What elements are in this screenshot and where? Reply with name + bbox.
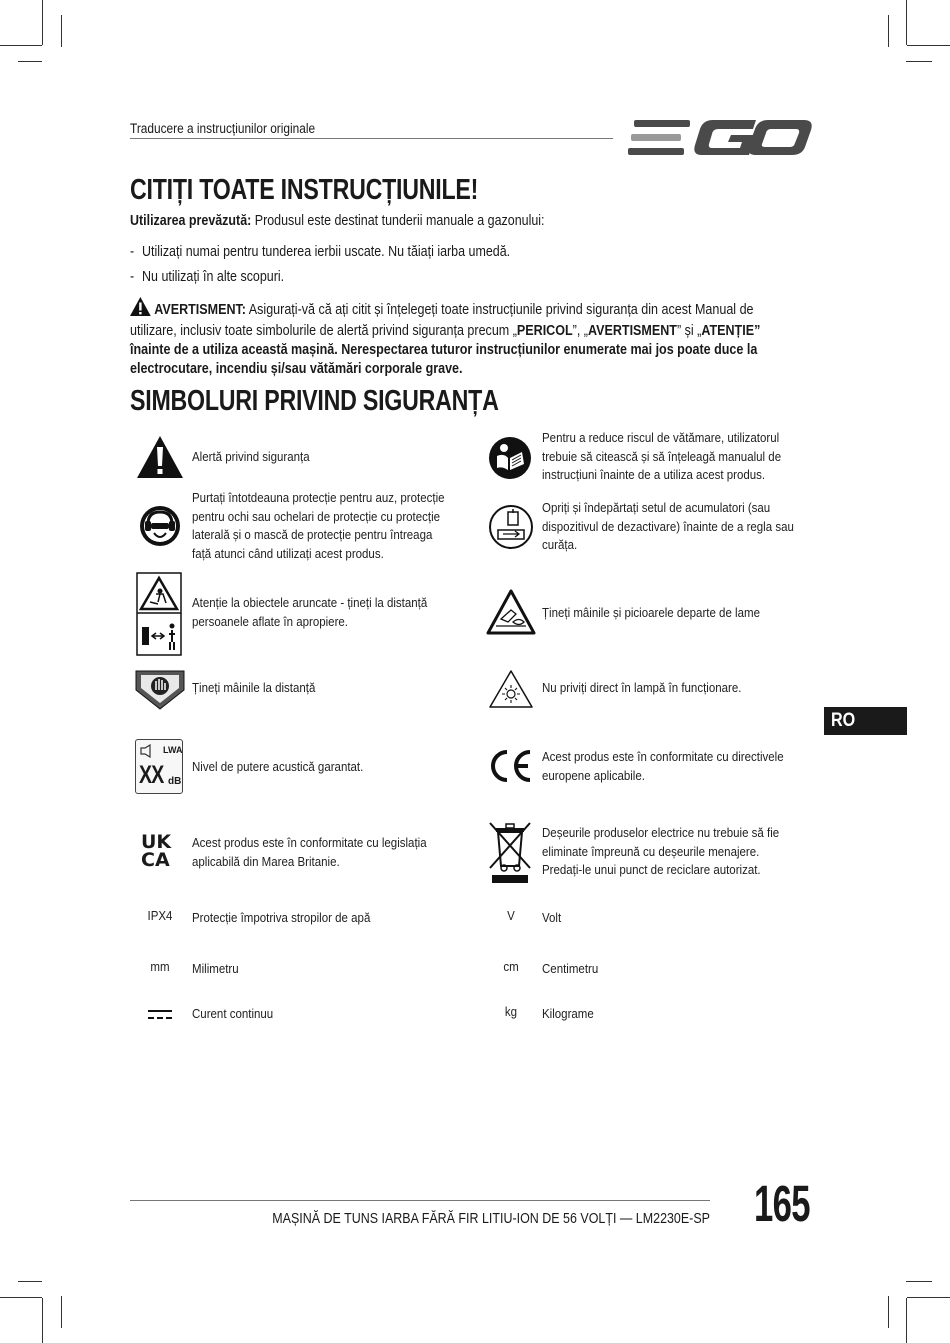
speaker-icon xyxy=(140,744,156,758)
header-label: Traducere a instrucțiunilor originale xyxy=(130,121,316,136)
warning-paragraph: AVERTISMENT: Asigurați-vă că ați citit și înțelegeți toate instrucțiunile privind siguranța din acest Manual de utilizare, inclusiv toate simbolurile de alertă privind siguranța precum „PERICOL”, „AVERTISMENT” și „ATENȚIE” înainte de a utiliza această mașină. Nerespectarea tuturor instrucțiunilor enumerate mai jos poate duce la electrocutare, incendiu și/sau vătămări corporale grave. xyxy=(130,297,800,379)
main-title: CITIȚI TOATE INSTRUCȚIUNILE! xyxy=(130,174,479,206)
symbol-description: Acest produs este în conformitate cu legislația aplicabilă din Marea Britanie. xyxy=(192,836,427,869)
symbol-description: Țineți mâinile și picioarele departe de lame xyxy=(542,606,760,620)
sound-power-unit: dB xyxy=(168,776,182,787)
sound-power-value: XX xyxy=(139,761,164,789)
symbol-description: Țineți mâinile la distanță xyxy=(192,681,316,695)
intended-use-text: Produsul este destinat tunderii manuale a gazonului: xyxy=(251,213,545,229)
unit-abbreviation: IPX4 xyxy=(147,909,173,923)
symbol-description: Pentru a reduce riscul de vătămare, utilizatorul trebuie să citească și să înțeleagă manualul de instrucțiuni înainte de a utiliza acest produs. xyxy=(542,431,782,483)
unit-description: Volt xyxy=(542,911,562,925)
read-manual-icon xyxy=(488,436,532,485)
warning-triangle-icon xyxy=(130,297,151,322)
unit-abbreviation: cm xyxy=(503,960,519,974)
safety-alert-icon xyxy=(136,435,184,484)
ukca-mark-icon xyxy=(141,833,177,873)
footer-divider xyxy=(130,1200,710,1201)
bullet-item: - Utilizați numai pentru tunderea ierbii uscate. Nu tăiați iarba umedă. xyxy=(130,244,511,260)
ukca-mark-line: CA xyxy=(141,849,170,871)
bullet-item: - Nu utilizați în alte scopuri. xyxy=(130,269,285,285)
sound-power-label: LWA xyxy=(163,745,183,755)
lamp-glare-icon xyxy=(489,670,533,713)
unit-description: Kilograme xyxy=(542,1007,594,1021)
weee-bin-icon xyxy=(487,820,533,891)
remove-battery-icon xyxy=(488,504,534,555)
blade-hazard-icon xyxy=(486,589,536,640)
intended-use xyxy=(130,213,545,229)
header-divider xyxy=(130,138,613,139)
symbol-description: Opriți și îndepărtați setul de acumulatori (sau dispozitivul de dezactivare) înainte de a regla sau curăța. xyxy=(542,501,794,553)
footer-title: MAȘINĂ DE TUNS IARBA FĂRĂ FIR LITIU-ION DE 56 VOLȚI — LM2230E-SP xyxy=(272,1211,710,1227)
symbol-description: Deșeurile produselor electrice nu trebuie să fie eliminate împreună cu deșeurile menajere. Predați-le unui punct de reciclare autorizat. xyxy=(542,826,780,878)
unit-description: Protecție împotriva stropilor de apă xyxy=(192,911,371,925)
thrown-objects-icon xyxy=(136,572,182,661)
ego-logo xyxy=(628,117,813,164)
eye-ear-protection-icon xyxy=(139,505,181,552)
warning-label: AVERTISMENT: xyxy=(154,302,246,318)
unit-description: Milimetru xyxy=(192,962,239,976)
symbol-description: Nivel de putere acustică garantat. xyxy=(192,760,364,774)
symbol-description: Nu priviți direct în lampă în funcționare. xyxy=(542,681,742,695)
direct-current-icon xyxy=(148,1008,172,1027)
unit-abbreviation: mm xyxy=(150,960,170,974)
page-number: 165 xyxy=(754,1175,810,1232)
keep-hands-away-icon xyxy=(135,668,185,715)
unit-description: Curent continuu xyxy=(192,1007,274,1021)
language-tab: RO xyxy=(824,707,907,735)
ukca-mark-line: UK xyxy=(141,831,172,853)
unit-abbreviation: kg xyxy=(504,1005,518,1019)
unit-abbreviation: V xyxy=(507,909,515,923)
symbol-description: Acest produs este în conformitate cu directivele europene aplicabile. xyxy=(542,750,784,783)
ce-mark-icon xyxy=(488,748,534,789)
intended-use-label: Utilizarea prevăzută: xyxy=(130,213,252,229)
symbol-description: Alertă privind siguranța xyxy=(192,450,310,464)
unit-description: Centimetru xyxy=(542,962,599,976)
symbol-description: Atenție la obiectele aruncate - țineți la distanță persoanele aflate în apropiere. xyxy=(192,596,428,629)
sound-power-icon xyxy=(135,739,183,794)
symbol-description: Purtați întotdeauna protecție pentru auz, protecție pentru ochi sau ochelari de protecție cu protecție laterală și o mască de protecție pentru întreaga față atunci când utilizați acest produs. xyxy=(192,491,445,562)
symbols-title: SIMBOLURI PRIVIND SIGURANȚA xyxy=(130,385,499,417)
